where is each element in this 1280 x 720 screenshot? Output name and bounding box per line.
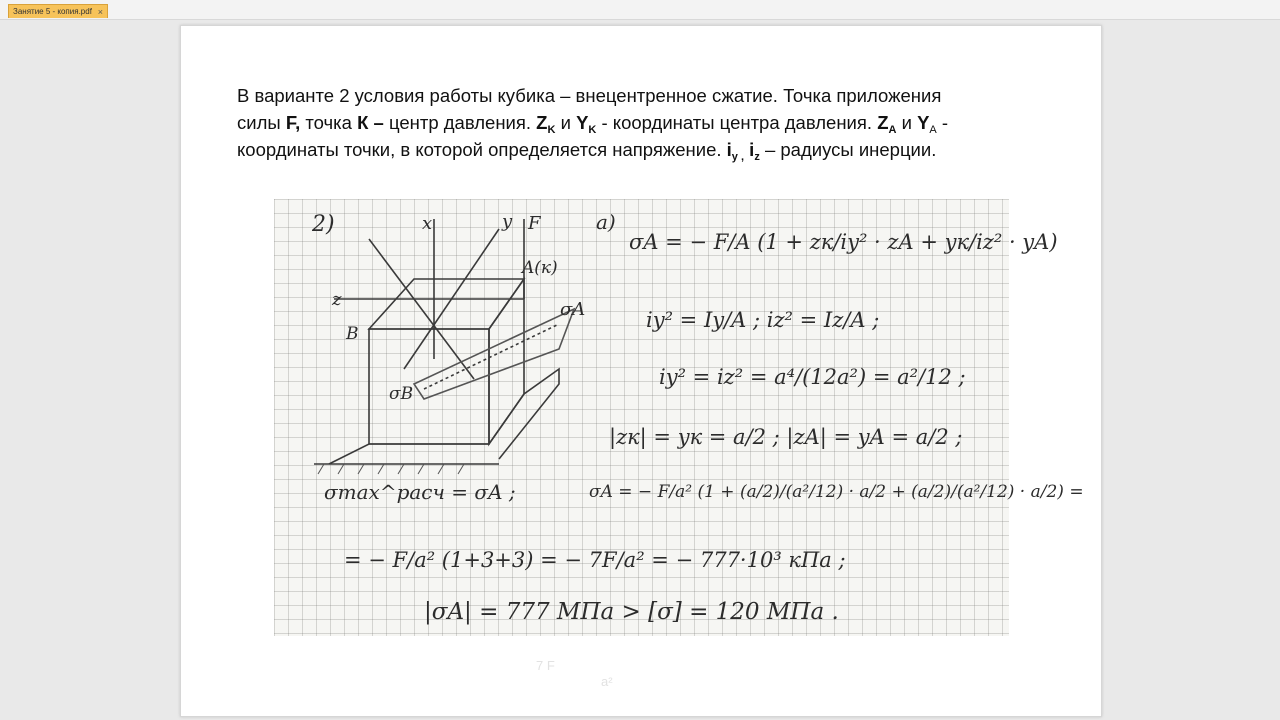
paragraph-line-3: координаты точки, в которой определяется напряжение. $i_{y ,}$ $i_z$ – радиусы инерции. — [237, 139, 937, 163]
sigma-b-label: σB — [389, 384, 414, 404]
handwritten-drawing — [274, 199, 1084, 636]
sigma-a-label: σA — [560, 299, 586, 320]
paragraph-line-2: силы F, точка К – центр давления. $Z_K$ и $Y_K$ - координаты центра давления. $Z_A$ и $Y_A$ - — [237, 112, 949, 136]
tab-bar — [0, 0, 1280, 20]
equation-2: iy² = Iy/A ; iz² = Iz/A ; — [646, 308, 880, 332]
tab-title: Занятие 5 - копия.pdf — [13, 7, 92, 16]
ground-hatch — [318, 464, 464, 474]
variant-label: 2) — [312, 212, 335, 237]
tab-document[interactable] — [8, 4, 108, 18]
equation-3: iy² = iz² = a⁴/(12a²) = a²/12 ; — [659, 365, 966, 389]
axis-z-label: z — [332, 289, 342, 310]
axis-x-label: x — [422, 213, 433, 234]
case-a-label: a) — [596, 210, 616, 234]
pdf-page — [180, 25, 1102, 717]
faded-bleedthrough — [181, 636, 916, 716]
force-label: F — [528, 213, 541, 234]
task-description — [237, 82, 1057, 163]
equation-6: = − F/a² (1+3+3) = − 7F/a² = − 777·10³ кПа ; — [344, 548, 846, 572]
equation-7: |σA| = 777 МПа > [σ] = 120 МПа . — [424, 599, 839, 625]
equation-4: |zк| = yк = a/2 ; |zA| = yA = a/2 ; — [609, 425, 963, 449]
faded-text-b: a² — [601, 674, 613, 689]
close-icon[interactable]: × — [97, 6, 103, 17]
point-ak-label: A(к) — [522, 258, 558, 278]
handwritten-solution-photo — [274, 199, 1084, 636]
equation-5-left: σmax^расч = σA ; — [324, 480, 516, 504]
equation-1: σA = − F/A (1 + zк/iy² · zA + yк/iz² · yA) — [629, 230, 1058, 254]
faded-text-a: 7 F — [536, 658, 555, 673]
paragraph-line-1: В варианте 2 условия работы кубика – внецентренное сжатие. Точка приложения — [237, 85, 942, 106]
axis-y-label: y — [502, 211, 513, 232]
point-b-label: B — [346, 324, 359, 344]
equation-5-right: σA = − F/a² (1 + (a/2)/(a²/12) · a/2 + (a/2)/(a²/12) · a/2) = — [589, 482, 1084, 502]
